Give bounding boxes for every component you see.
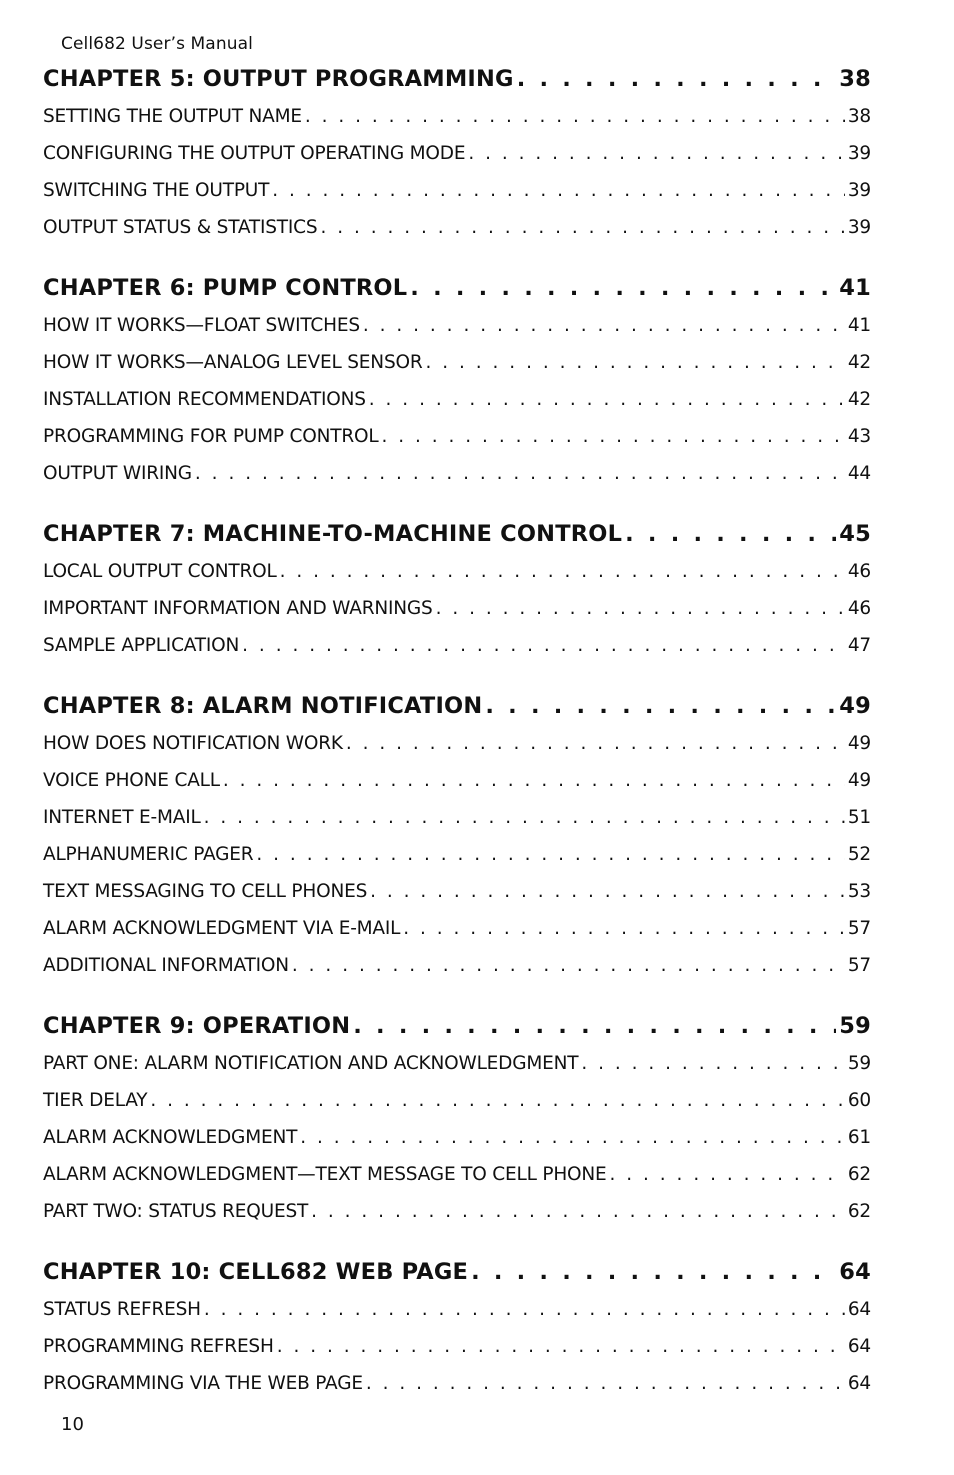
entry-page-number: 57 xyxy=(847,918,871,939)
chapter-title: CHAPTER 10: CELL682 WEB PAGE xyxy=(43,1259,469,1285)
entry-page-number: 42 xyxy=(847,352,871,373)
dot-leader xyxy=(363,307,845,344)
entry-page-number: 41 xyxy=(847,315,871,336)
toc-entry[interactable] xyxy=(43,627,871,664)
toc-entry[interactable] xyxy=(43,762,871,799)
chapter-heading[interactable] xyxy=(43,515,871,553)
entry-page-number: 39 xyxy=(847,180,871,201)
entry-page-number: 46 xyxy=(847,561,871,582)
entry-title: OUTPUT WIRING xyxy=(43,463,192,484)
dot-leader xyxy=(468,135,845,172)
chapter-page-number: 64 xyxy=(839,1259,871,1285)
entry-page-number: 60 xyxy=(847,1090,871,1111)
toc-entry[interactable] xyxy=(43,947,871,984)
entry-page-number: 62 xyxy=(847,1164,871,1185)
entry-title: PROGRAMMING REFRESH xyxy=(43,1336,274,1357)
dot-leader xyxy=(346,725,845,762)
toc-entry[interactable] xyxy=(43,381,871,418)
chapter-title: CHAPTER 5: OUTPUT PROGRAMMING xyxy=(43,66,514,92)
entry-title: CONFIGURING THE OUTPUT OPERATING MODE xyxy=(43,143,466,164)
dot-leader xyxy=(256,836,844,873)
toc-entry[interactable] xyxy=(43,873,871,910)
entry-page-number: 57 xyxy=(847,955,871,976)
entry-title: ADDITIONAL INFORMATION xyxy=(43,955,289,976)
entry-page-number: 64 xyxy=(847,1373,871,1394)
dot-leader xyxy=(292,947,845,984)
toc-entry[interactable] xyxy=(43,1193,871,1230)
toc-entry[interactable] xyxy=(43,910,871,947)
entry-title: HOW IT WORKS—ANALOG LEVEL SENSOR xyxy=(43,352,423,373)
toc-chapter-section xyxy=(43,60,871,246)
dot-leader xyxy=(381,418,844,455)
dot-leader xyxy=(610,1156,845,1193)
toc-chapter-section xyxy=(43,687,871,984)
entry-page-number: 64 xyxy=(847,1336,871,1357)
dot-leader xyxy=(366,1365,845,1402)
toc-chapter-section xyxy=(43,1253,871,1402)
entry-page-number: 42 xyxy=(847,389,871,410)
chapter-page-number: 49 xyxy=(839,693,871,719)
entry-title: SETTING THE OUTPUT NAME xyxy=(43,106,302,127)
toc-entry[interactable] xyxy=(43,1119,871,1156)
chapter-title: CHAPTER 6: PUMP CONTROL xyxy=(43,275,408,301)
dot-leader xyxy=(410,269,836,307)
entry-title: ALPHANUMERIC PAGER xyxy=(43,844,254,865)
entry-page-number: 64 xyxy=(847,1299,871,1320)
toc-chapter-section xyxy=(43,1007,871,1230)
entry-page-number: 53 xyxy=(847,881,871,902)
toc-entry[interactable] xyxy=(43,590,871,627)
running-header: Cell682 User’s Manual xyxy=(61,34,253,54)
toc-entry[interactable] xyxy=(43,1365,871,1402)
entry-title: TIER DELAY xyxy=(43,1090,148,1111)
toc-entry[interactable] xyxy=(43,172,871,209)
toc-entry[interactable] xyxy=(43,1045,871,1082)
toc-entry[interactable] xyxy=(43,209,871,246)
entry-title: SAMPLE APPLICATION xyxy=(43,635,240,656)
toc-entry[interactable] xyxy=(43,836,871,873)
chapter-heading[interactable] xyxy=(43,1007,871,1045)
table-of-contents xyxy=(43,60,871,1402)
dot-leader xyxy=(517,60,837,98)
dot-leader xyxy=(436,590,845,627)
dot-leader xyxy=(353,1007,836,1045)
toc-chapter-section xyxy=(43,269,871,492)
entry-title: SWITCHING THE OUTPUT xyxy=(43,180,270,201)
dot-leader xyxy=(369,381,845,418)
entry-title: VOICE PHONE CALL xyxy=(43,770,220,791)
dot-leader xyxy=(426,344,845,381)
chapter-heading[interactable] xyxy=(43,60,871,98)
chapter-page-number: 59 xyxy=(839,1013,871,1039)
entry-page-number: 39 xyxy=(847,217,871,238)
entry-title: OUTPUT STATUS & STATISTICS xyxy=(43,217,318,238)
entry-page-number: 49 xyxy=(847,733,871,754)
dot-leader xyxy=(311,1193,845,1230)
chapter-heading[interactable] xyxy=(43,269,871,307)
chapter-page-number: 45 xyxy=(839,521,871,547)
entry-page-number: 39 xyxy=(847,143,871,164)
dot-leader xyxy=(204,1291,845,1328)
dot-leader xyxy=(204,799,845,836)
entry-title: TEXT MESSAGING TO CELL PHONES xyxy=(43,881,368,902)
dot-leader xyxy=(625,515,836,553)
dot-leader xyxy=(272,172,845,209)
entry-title: ALARM ACKNOWLEDGMENT—TEXT MESSAGE TO CELL PHONE xyxy=(43,1164,607,1185)
toc-entry[interactable] xyxy=(43,135,871,172)
entry-page-number: 46 xyxy=(847,598,871,619)
entry-title: PART TWO: STATUS REQUEST xyxy=(43,1201,309,1222)
entry-title: STATUS REFRESH xyxy=(43,1299,201,1320)
entry-page-number: 49 xyxy=(847,770,871,791)
toc-chapter-section xyxy=(43,515,871,664)
toc-entry[interactable] xyxy=(43,455,871,492)
entry-title: LOCAL OUTPUT CONTROL xyxy=(43,561,277,582)
entry-title: HOW IT WORKS—FLOAT SWITCHES xyxy=(43,315,360,336)
dot-leader xyxy=(150,1082,844,1119)
entry-title: IMPORTANT INFORMATION AND WARNINGS xyxy=(43,598,433,619)
entry-page-number: 59 xyxy=(847,1053,871,1074)
entry-page-number: 47 xyxy=(847,635,871,656)
entry-title: ALARM ACKNOWLEDGMENT VIA E-MAIL xyxy=(43,918,401,939)
entry-title: HOW DOES NOTIFICATION WORK xyxy=(43,733,343,754)
entry-title: PART ONE: ALARM NOTIFICATION AND ACKNOWLEDGMENT xyxy=(43,1053,579,1074)
dot-leader xyxy=(223,762,845,799)
toc-entry[interactable] xyxy=(43,799,871,836)
dot-leader xyxy=(305,98,845,135)
dot-leader xyxy=(403,910,845,947)
chapter-heading[interactable] xyxy=(43,1253,871,1291)
toc-entry[interactable] xyxy=(43,725,871,762)
entry-page-number: 51 xyxy=(847,807,871,828)
entry-title: PROGRAMMING VIA THE WEB PAGE xyxy=(43,1373,363,1394)
dot-leader xyxy=(485,687,836,725)
entry-page-number: 61 xyxy=(847,1127,871,1148)
entry-page-number: 43 xyxy=(847,426,871,447)
dot-leader xyxy=(320,209,844,246)
dot-leader xyxy=(370,873,845,910)
chapter-title: CHAPTER 9: OPERATION xyxy=(43,1013,351,1039)
chapter-heading[interactable] xyxy=(43,687,871,725)
toc-entry[interactable] xyxy=(43,1082,871,1119)
toc-entry[interactable] xyxy=(43,418,871,455)
entry-title: INTERNET E-MAIL xyxy=(43,807,201,828)
toc-entry[interactable] xyxy=(43,344,871,381)
entry-title: INSTALLATION RECOMMENDATIONS xyxy=(43,389,366,410)
chapter-title: CHAPTER 8: ALARM NOTIFICATION xyxy=(43,693,483,719)
toc-entry[interactable] xyxy=(43,1328,871,1365)
chapter-page-number: 38 xyxy=(839,66,871,92)
toc-entry[interactable] xyxy=(43,307,871,344)
entry-page-number: 38 xyxy=(847,106,871,127)
toc-entry[interactable] xyxy=(43,1291,871,1328)
chapter-title: CHAPTER 7: MACHINE-TO-MACHINE CONTROL xyxy=(43,521,623,547)
dot-leader xyxy=(195,455,845,492)
chapter-page-number: 41 xyxy=(839,275,871,301)
entry-title: PROGRAMMING FOR PUMP CONTROL xyxy=(43,426,379,447)
dot-leader xyxy=(242,627,845,664)
dot-leader xyxy=(471,1253,836,1291)
toc-entry[interactable] xyxy=(43,98,871,135)
entry-page-number: 62 xyxy=(847,1201,871,1222)
toc-entry[interactable] xyxy=(43,553,871,590)
dot-leader xyxy=(300,1119,845,1156)
entry-title: ALARM ACKNOWLEDGMENT xyxy=(43,1127,298,1148)
dot-leader xyxy=(277,1328,845,1365)
entry-page-number: 52 xyxy=(847,844,871,865)
toc-entry[interactable] xyxy=(43,1156,871,1193)
dot-leader xyxy=(581,1045,845,1082)
entry-page-number: 44 xyxy=(847,463,871,484)
dot-leader xyxy=(280,553,845,590)
page-number: 10 xyxy=(61,1414,84,1435)
